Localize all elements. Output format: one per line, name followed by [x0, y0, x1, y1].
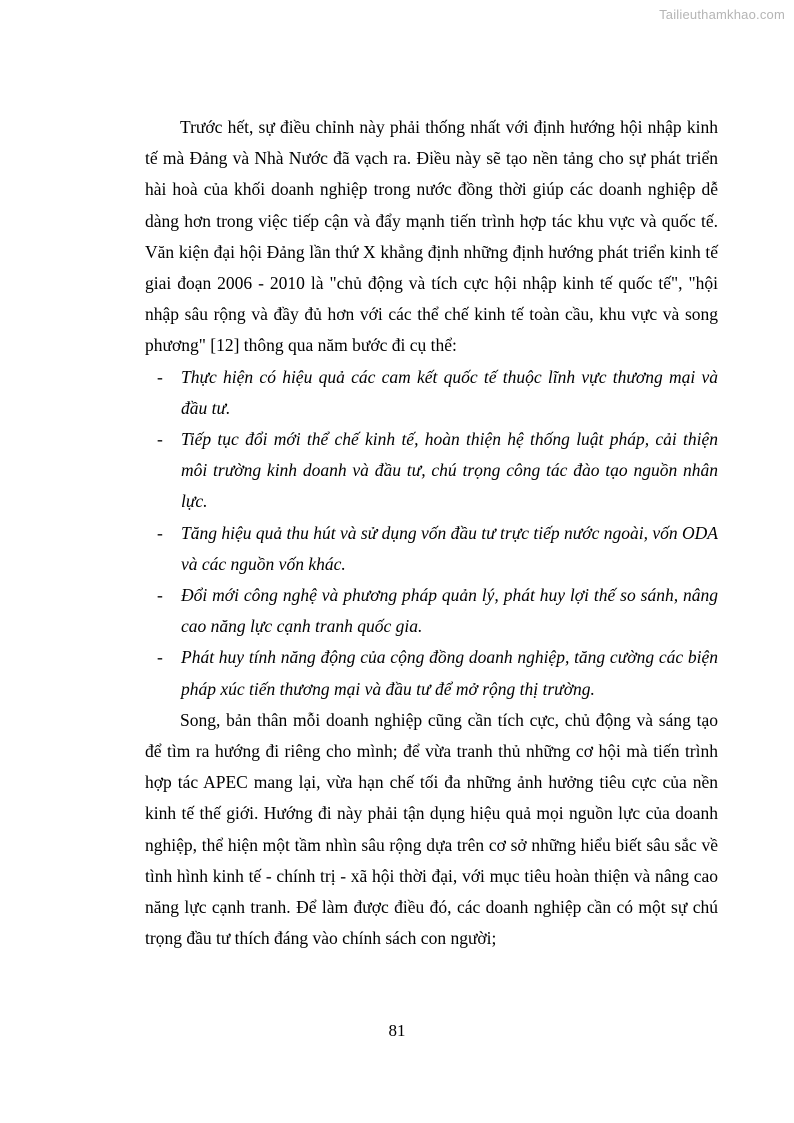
- watermark: Tailieuthamkhao.com: [659, 7, 785, 22]
- paragraph-intro: Trước hết, sự điều chỉnh này phải thống nhất với định hướng hội nhập kinh tế mà Đảng và Nhà Nước đã vạch ra. Điều này sẽ tạo nền tảng cho sự phát triển hài hoà của khối doanh nghiệp trong nước đồng thời giúp các doanh nghiệp dễ dàng hơn trong việc tiếp cận và đẩy mạnh tiến trình hợp tác khu vực và quốc tế. Văn kiện đại hội Đảng lần thứ X khẳng định những định hướng phát triển kinh tế giai đoạn 2006 - 2010 là "chủ động và tích cực hội nhập kinh tế quốc tế", "hội nhập sâu rộng và đầy đủ hơn với các thể chế kinh tế toàn cầu, khu vực và song phương" [12] thông qua năm bước đi cụ thể:: [145, 117, 718, 356]
- bullet-text: Tăng hiệu quả thu hút và sử dụng vốn đầu tư trực tiếp nước ngoài, vốn ODA và các nguồn vốn khác.: [181, 522, 718, 574]
- bullet-dash: -: [157, 429, 163, 450]
- bullet-text: Tiếp tục đổi mới thể chế kinh tế, hoàn thiện hệ thống luật pháp, cải thiện môi trường kinh doanh và đầu tư, chú trọng công tác đào tạo nguồn nhân lực.: [181, 429, 718, 512]
- paragraph-conclusion: Song, bản thân mỗi doanh nghiệp cũng cần tích cực, chủ động và sáng tạo để tìm ra hướng đi riêng cho mình; để vừa tranh thủ những cơ hội mà tiến trình hợp tác APEC mang lại, vừa hạn chế tối đa những ảnh hưởng tiêu cực của nền kinh tế thế giới. Hướng đi này phải tận dụng hiệu quả mọi nguồn lực của doanh nghiệp, thể hiện một tầm nhìn sâu rộng dựa trên cơ sở những hiểu biết sâu sắc về tình hình kinh tế - chính trị - xã hội thời đại, với mục tiêu hoàn thiện và nâng cao năng lực cạnh tranh. Để làm được điều đó, các doanh nghiệp cần có một sự chú trọng đầu tư thích đáng vào chính sách con người;: [145, 709, 718, 949]
- bullet-dash: -: [157, 647, 163, 668]
- bullet-item: [145, 642, 718, 704]
- page-number: 81: [388, 1021, 406, 1040]
- bullet-dash: -: [157, 366, 163, 387]
- bullet-text: Đổi mới công nghệ và phương pháp quản lý, phát huy lợi thế so sánh, nâng cao năng lực cạnh tranh quốc gia.: [181, 585, 718, 637]
- document-body: [145, 112, 718, 954]
- bullet-dash: -: [157, 585, 163, 606]
- bullet-item: [145, 424, 718, 518]
- bullet-item: [145, 518, 718, 580]
- bullet-text: Phát huy tính năng động của cộng đồng doanh nghiệp, tăng cường các biện pháp xúc tiến thương mại và đầu tư để mở rộng thị trường.: [181, 647, 718, 699]
- bullet-item: [145, 580, 718, 642]
- bullet-dash: -: [157, 522, 163, 543]
- bullet-list: [145, 362, 718, 705]
- bullet-text: Thực hiện có hiệu quả các cam kết quốc tế thuộc lĩnh vực thương mại và đầu tư.: [181, 366, 718, 418]
- bullet-item: [145, 362, 718, 424]
